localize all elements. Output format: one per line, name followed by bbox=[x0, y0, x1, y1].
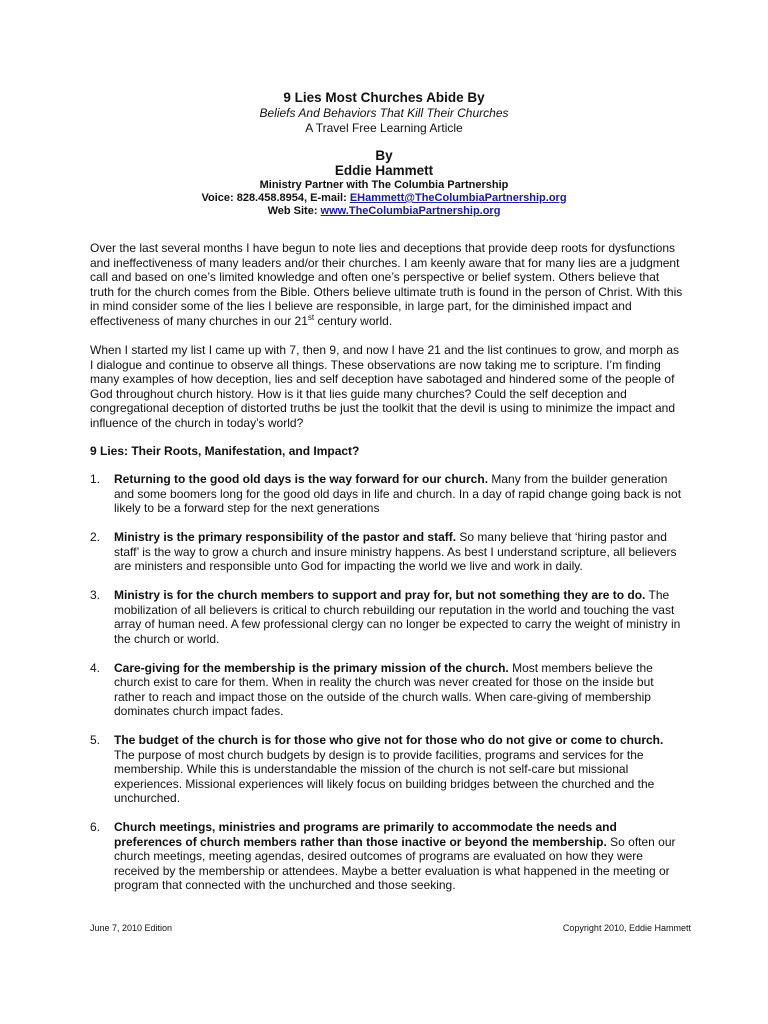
intro-paragraph-1 bbox=[90, 241, 685, 328]
list-item bbox=[90, 530, 685, 574]
contact-line bbox=[0, 192, 768, 205]
list-item-number: 5. bbox=[90, 733, 101, 747]
contact-prefix: Voice: 828.458.8954, E-mail: bbox=[201, 192, 350, 204]
ordinal-suffix: st bbox=[307, 312, 315, 322]
list-item-text: The mobilization of all believers is critical to church rebuilding our reputation in the world and touching the vast array of human need. A few professional clergy can no longer be expected to carry the weight of ministry in the church or world. bbox=[114, 588, 681, 646]
list-item-number: 6. bbox=[90, 820, 101, 834]
list-item-heading: Ministry is the primary responsibility of the pastor and staff. bbox=[114, 530, 457, 544]
intro-p1-text: Over the last several months I have begun to note lies and deceptions that provide deep roots for dysfunctions and ineffectiveness of many leaders and/or their churches. I am keenly aware that for many lies are a judgment call and based on one’s limited knowledge and often one’s perspective or belief system. Others believe that truth for the church comes from the Bible. Others believe ultimate truth is found in the person of Christ. With this in mind consider some of the lies I believe are responsible, in large part, for the diminished impact and effectiveness of many churches in our 21 bbox=[90, 241, 683, 328]
website-line bbox=[0, 205, 768, 218]
list-item-heading: Ministry is for the church members to support and pray for, but not something they are to do. bbox=[114, 588, 646, 602]
list-item bbox=[90, 661, 685, 719]
list-item-heading: Church meetings, ministries and programs are primarily to accommodate the needs and preferences of church members rather than those inactive or beyond the membership. bbox=[114, 820, 617, 849]
list-item-number: 2. bbox=[90, 530, 101, 544]
author-role: Ministry Partner with The Columbia Partnership bbox=[259, 179, 509, 191]
footer-edition: June 7, 2010 Edition bbox=[90, 923, 173, 933]
byline-label: By bbox=[375, 148, 393, 163]
list-item-text: Many from the builder generation and some boomers long for the good old days in life and church. In a day of rapid change going back is not likely to be a forward step for the next generations bbox=[114, 472, 682, 515]
article-title: 9 Lies Most Churches Abide By bbox=[283, 90, 485, 105]
list-item-number: 3. bbox=[90, 588, 101, 602]
intro-p1-end: century world. bbox=[314, 313, 393, 328]
list-item-heading: The budget of the church is for those who give not for those who do not give or come to church. bbox=[114, 733, 664, 747]
section-heading: 9 Lies: Their Roots, Manifestation, and Impact? bbox=[90, 444, 360, 458]
list-item-heading: Care-giving for the membership is the primary mission of the church. bbox=[114, 660, 509, 675]
list-item bbox=[90, 588, 685, 646]
author-name: Eddie Hammett bbox=[334, 163, 434, 178]
lies-list bbox=[90, 472, 685, 907]
list-item-text: So many believe that ‘hiring pastor and staff’ is the way to grow a church and insure ministry happens. As best I understand scripture, all believers are ministers and responsible unto God for impacting the world we live and work in daily. bbox=[114, 530, 677, 573]
article-header bbox=[0, 90, 768, 218]
list-item-text: Most members believe the church exist to care for them. When in reality the church was never created for those on the inside but rather to reach and impact those on the outside of the church walls. When care-giving of membership dominates church impact fades. bbox=[114, 660, 654, 718]
list-item bbox=[90, 733, 685, 806]
list-item-heading: Returning to the good old days is the way forward for our church. bbox=[114, 472, 489, 486]
article-series: A Travel Free Learning Article bbox=[305, 121, 463, 135]
article-subtitle: Beliefs And Behaviors That Kill Their Churches bbox=[259, 106, 509, 120]
list-item-number: 4. bbox=[90, 660, 101, 675]
footer-copyright: Copyright 2010, Eddie Hammett bbox=[562, 923, 691, 933]
website-link[interactable]: www.TheColumbiaPartnership.org bbox=[320, 205, 501, 217]
website-prefix: Web Site: bbox=[267, 205, 321, 217]
list-item-text: So often our church meetings, meeting agendas, desired outcomes of programs are evaluated on how they were received by the membership or attendees. Maybe a better evaluation is what happened in the meeting or program that connected with the unchurched and those seeking. bbox=[114, 834, 676, 892]
list-item bbox=[90, 472, 685, 516]
list-item-text: The purpose of most church budgets by design is to provide facilities, programs and services for the membership. While this is understandable the mission of the church is not self-care but missional experiences. Missional experiences will likely focus on building bridges between the churched and the unchurched. bbox=[114, 747, 655, 805]
email-link[interactable]: EHammett@TheColumbiaPartnership.org bbox=[349, 192, 567, 204]
list-item-number: 1. bbox=[90, 472, 101, 486]
intro-paragraph-2: When I started my list I came up with 7, then 9, and now I have 21 and the list continues to grow, and morph as I dialogue and continue to observe all things. These observations are now taking me to scripture. I’m finding many examples of how deception, lies and self deception have sabotaged and hindered some of the people of God throughout church history. How is it that lies guide many churches? Could the self deception and congregational deception of distorted truths be just the toolkit that the devil is using to minimize the impact and influence of the church in today’s world? bbox=[90, 343, 679, 430]
list-item bbox=[90, 820, 685, 893]
